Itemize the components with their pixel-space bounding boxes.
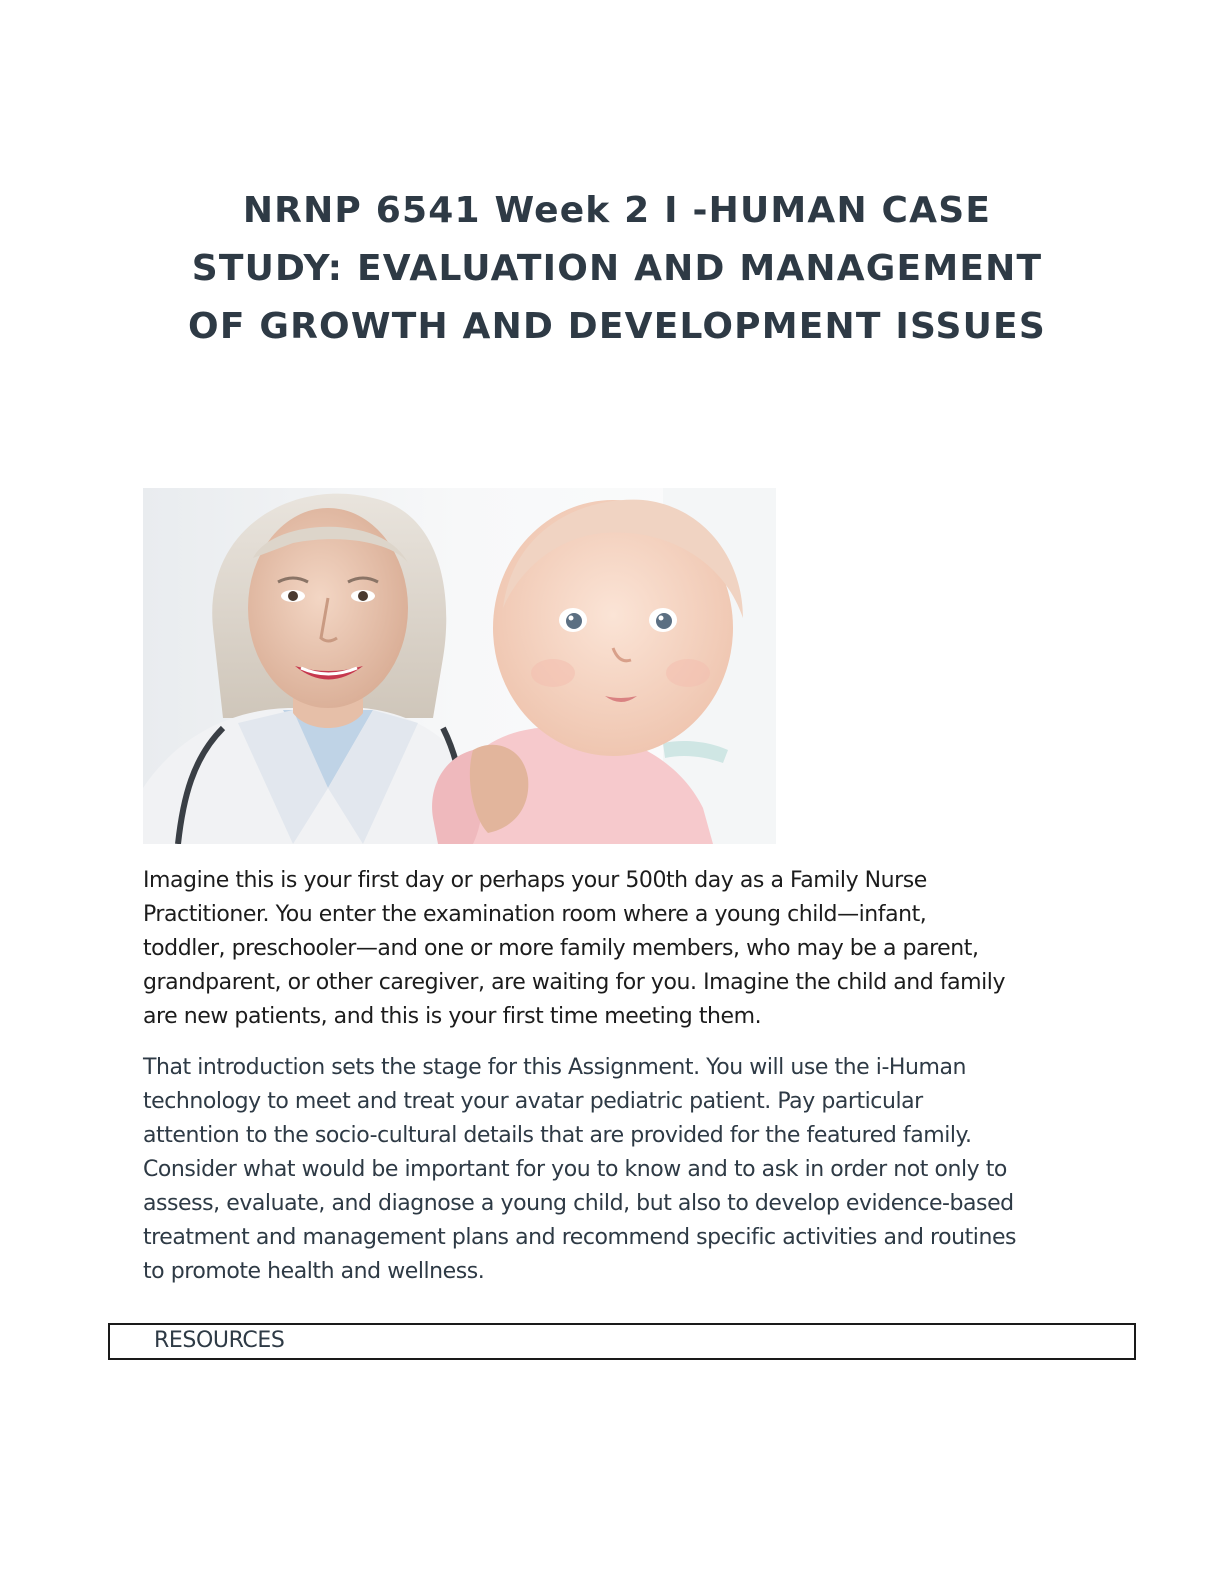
assignment-paragraph-line: That introduction sets the stage for this Assignment. You will use the i-Human: [143, 1055, 967, 1080]
assignment-paragraph-line: treatment and management plans and recommend specific activities and routines: [143, 1225, 1017, 1250]
assignment-paragraph-line: Consider what would be important for you to know and to ask in order not only to: [143, 1157, 1007, 1182]
intro-paragraph: [143, 864, 1093, 1034]
assignment-paragraph-line: assess, evaluate, and diagnose a young child, but also to develop evidence-based: [143, 1191, 1014, 1216]
intro-paragraph-line: toddler, preschooler—and one or more family members, who may be a parent,: [143, 936, 979, 961]
intro-paragraph-line: Practitioner. You enter the examination room where a young child—infant,: [143, 902, 927, 927]
clinician-holding-baby-photo: [143, 488, 776, 844]
intro-paragraph-line: grandparent, or other caregiver, are waiting for you. Imagine the child and family: [143, 970, 1006, 995]
resources-section-header: [108, 1323, 1136, 1360]
title-line-1: NRNP 6541 Week 2 I -HUMAN CASE: [242, 190, 992, 231]
resources-heading: RESOURCES: [154, 1328, 285, 1353]
assignment-paragraph-line: to promote health and wellness.: [143, 1259, 485, 1284]
assignment-paragraph-line: attention to the socio-cultural details that are provided for the featured family.: [143, 1123, 972, 1148]
assignment-paragraph-line: technology to meet and treat your avatar pediatric patient. Pay particular: [143, 1089, 923, 1114]
title-line-2: STUDY: EVALUATION AND MANAGEMENT: [191, 248, 1043, 289]
assignment-paragraph: [143, 1051, 1093, 1289]
intro-paragraph-line: are new patients, and this is your first time meeting them.: [143, 1004, 762, 1029]
intro-paragraph-line: Imagine this is your first day or perhaps your 500th day as a Family Nurse: [143, 868, 927, 893]
title-line-3: OF GROWTH AND DEVELOPMENT ISSUES: [188, 306, 1046, 347]
document-title: [110, 182, 1124, 356]
